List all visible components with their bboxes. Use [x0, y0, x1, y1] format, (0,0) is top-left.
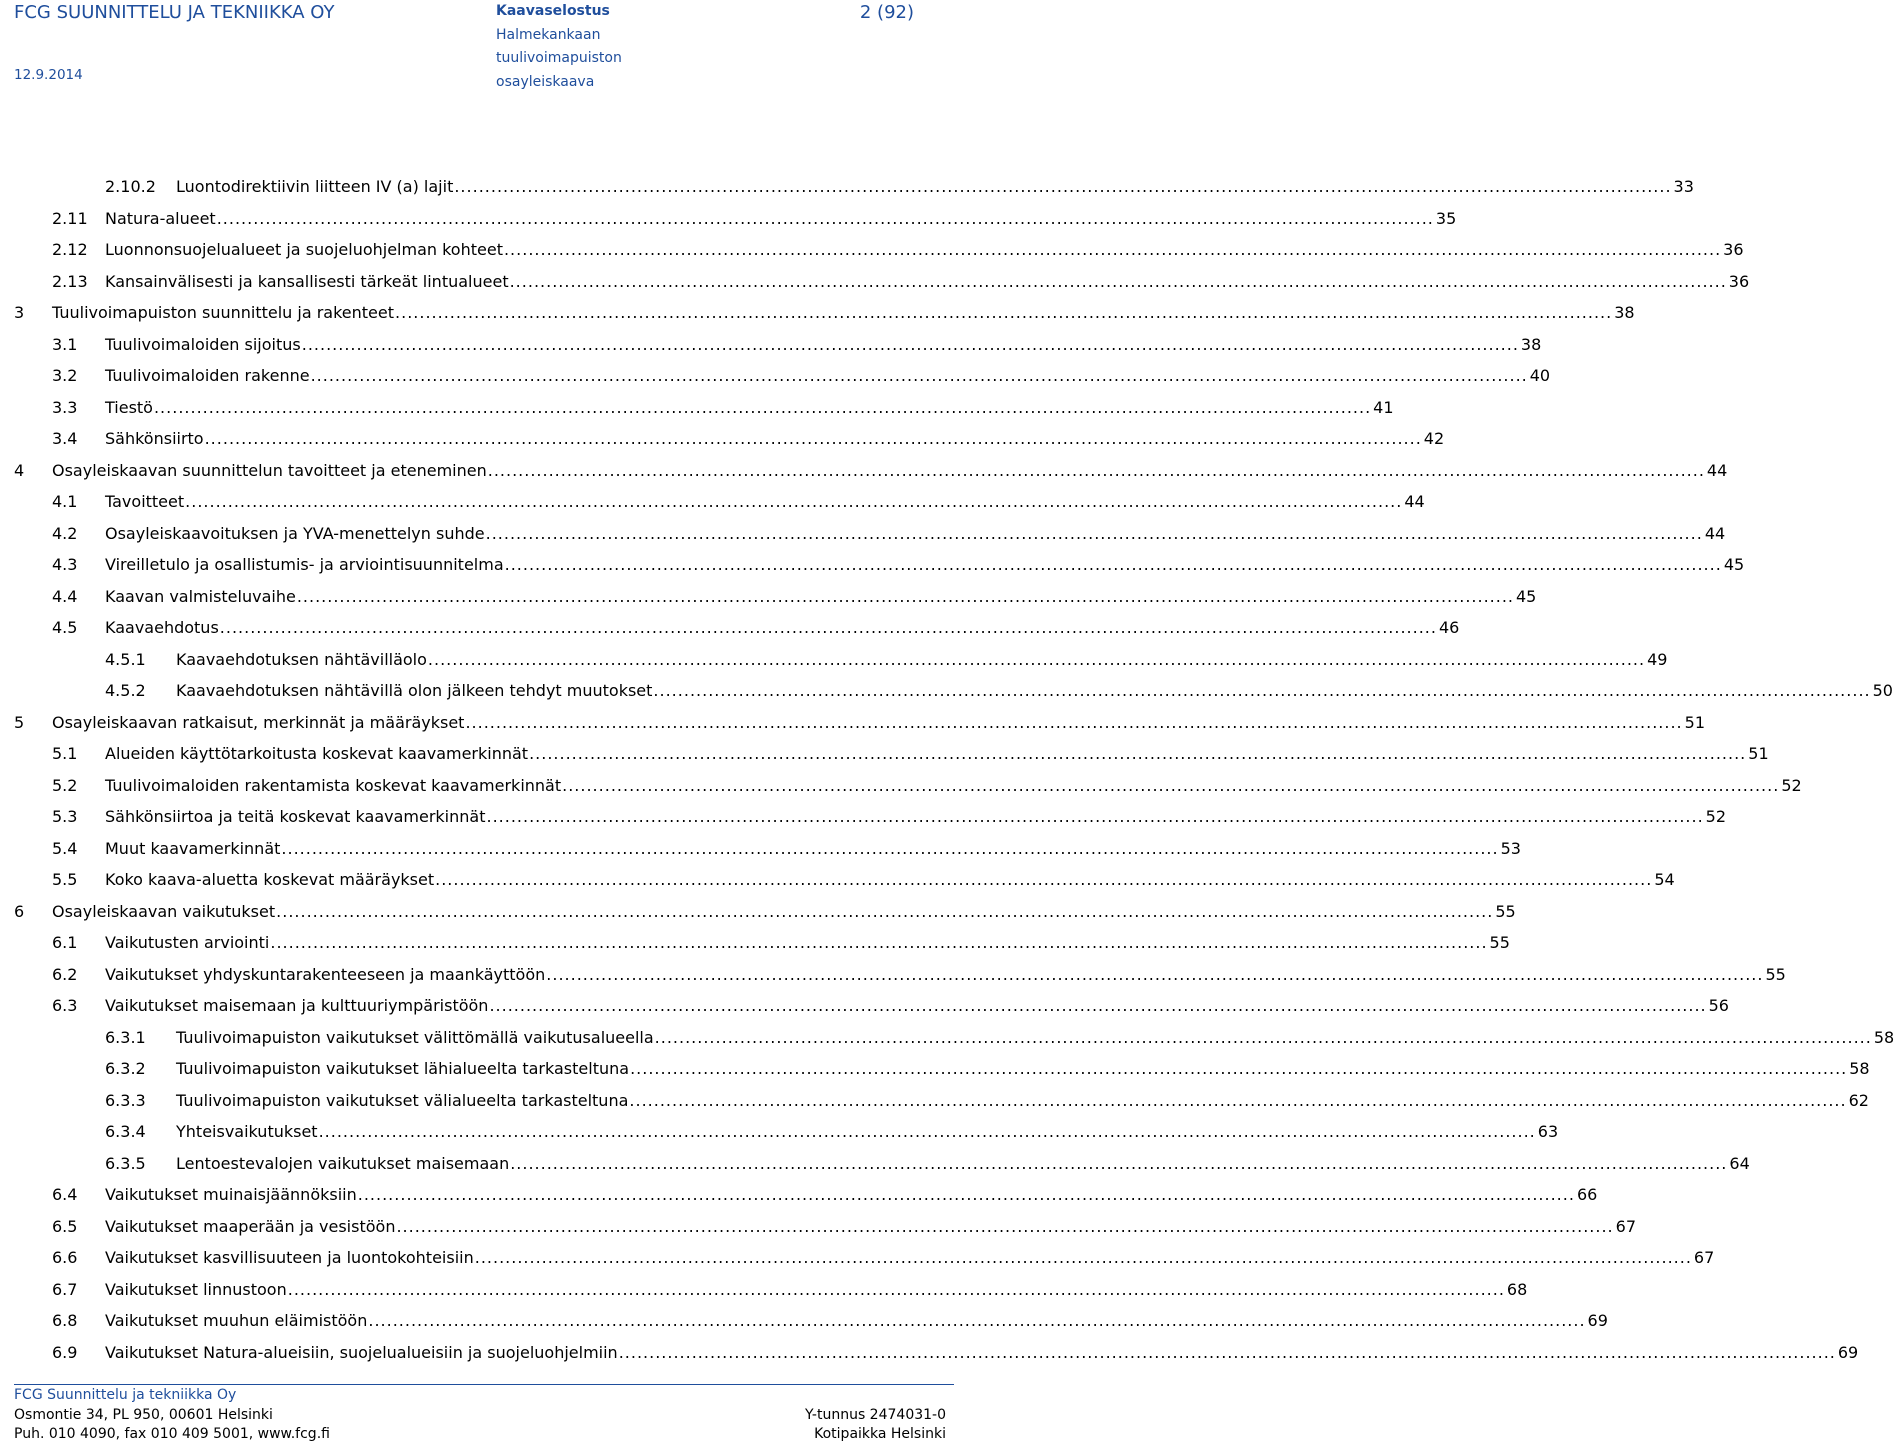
toc-entry[interactable]	[52, 834, 1521, 864]
header-company: FCG SUUNNITTELU JA TEKNIIKKA OY	[14, 2, 335, 23]
toc-entry-page: 36	[1723, 240, 1744, 259]
toc-entry-title: Luonnonsuojelualueet ja suojeluohjelman kohteet	[105, 240, 503, 259]
toc-entry-page: 36	[1728, 271, 1750, 291]
toc-entry-page: 38	[1614, 303, 1635, 322]
toc-dot-leader: ........................................................................................................................................................................................................	[630, 1059, 1848, 1078]
toc-dot-leader: ........................................................................................................................................................................................................	[270, 933, 1488, 952]
toc-entry-page: 42	[1423, 429, 1445, 448]
toc-entry-title: Vaikutukset maisemaan ja kulttuuriympäristöön	[105, 996, 489, 1015]
toc-entry-number: 2.12	[52, 240, 88, 259]
toc-entry-title: Tuulivoimapuiston vaikutukset välialueelta tarkasteltuna	[176, 1090, 629, 1110]
toc-entry-title: Tavoitteet	[105, 492, 185, 511]
toc-entry-page: 44	[1704, 523, 1726, 543]
toc-entry[interactable]	[52, 1180, 1598, 1210]
toc-entry[interactable]	[105, 1054, 1870, 1084]
toc-entry-number: 5.1	[52, 744, 78, 763]
toc-entry-title: Kaavaehdotuksen nähtävilläolo	[176, 649, 427, 669]
toc-dot-leader: ........................................................................................................................................................................................................	[395, 303, 1613, 322]
toc-entry-number: 3	[14, 303, 25, 322]
toc-dot-leader: ........................................................................................................................................................................................................	[281, 838, 1499, 858]
toc-dot-leader: ........................................................................................................................................................................................................	[654, 1027, 1872, 1047]
toc-entry[interactable]	[52, 235, 1744, 265]
toc-entry-page: 40	[1529, 366, 1551, 385]
toc-entry-number: 5.4	[52, 838, 78, 858]
toc-entry-title: Muut kaavamerkinnät	[105, 838, 281, 858]
toc-entry-page: 63	[1537, 1122, 1559, 1141]
toc-entry-title: Lentoestevalojen vaikutukset maisemaan	[176, 1153, 510, 1173]
toc-entry[interactable]	[52, 393, 1394, 423]
toc-entry-number: 6.3.2	[105, 1059, 146, 1078]
toc-entry-title: Kaavaehdotuksen nähtävillä olon jälkeen tehdyt muutokset	[176, 681, 653, 700]
toc-entry-number: 2.11	[52, 208, 88, 228]
toc-entry[interactable]	[52, 1275, 1528, 1305]
toc-entry-number: 4.2	[52, 523, 78, 543]
toc-dot-leader: ........................................................................................................................................................................................................	[562, 775, 1780, 795]
toc-entry[interactable]	[14, 298, 1635, 328]
toc-entry-title: Sähkönsiirto	[105, 429, 204, 448]
toc-entry[interactable]	[105, 1149, 1750, 1179]
toc-entry-title: Osayleiskaavoituksen ja YVA-menettelyn suhde	[105, 523, 485, 543]
toc-entry-page: 67	[1693, 1248, 1715, 1267]
toc-entry[interactable]	[52, 928, 1510, 958]
toc-entry-number: 6.3	[52, 996, 78, 1015]
toc-dot-leader: ........................................................................................................................................................................................................	[153, 397, 1372, 417]
toc-entry[interactable]	[52, 771, 1802, 801]
toc-entry[interactable]	[105, 1023, 1894, 1053]
toc-entry[interactable]	[52, 1243, 1715, 1273]
toc-entry-number: 2.10.2	[105, 177, 156, 196]
toc-entry-page: 66	[1576, 1185, 1598, 1204]
toc-entry-page: 54	[1654, 870, 1675, 889]
toc-entry-title: Vaikutukset kasvillisuuteen ja luontokohteisiin	[105, 1248, 474, 1267]
toc-dot-leader: ........................................................................................................................................................................................................	[296, 586, 1514, 606]
toc-dot-leader: ........................................................................................................................................................................................................	[454, 177, 1672, 196]
toc-entry[interactable]	[52, 802, 1727, 832]
toc-entry[interactable]	[52, 865, 1675, 895]
toc-dot-leader: ........................................................................................................................................................................................................	[618, 1342, 1836, 1362]
toc-entry[interactable]	[105, 172, 1694, 202]
toc-dot-leader: ........................................................................................................................................................................................................	[509, 271, 1727, 291]
toc-entry[interactable]	[52, 1212, 1636, 1242]
toc-dot-leader: ........................................................................................................................................................................................................	[368, 1311, 1586, 1330]
toc-entry[interactable]	[105, 1086, 1869, 1116]
toc-dot-leader: ........................................................................................................................................................................................................	[287, 1279, 1505, 1299]
toc-entry-number: 4.4	[52, 586, 78, 606]
toc-entry-page: 69	[1837, 1342, 1859, 1362]
toc-entry-number: 6.3.1	[105, 1027, 146, 1047]
toc-entry-page: 44	[1404, 492, 1425, 511]
toc-entry-page: 52	[1781, 775, 1802, 795]
toc-entry-number: 3.1	[52, 334, 78, 354]
toc-dot-leader: ........................................................................................................................................................................................................	[216, 208, 1434, 228]
toc-entry-title: Vireilletulo ja osallistumis- ja arviointisuunnitelma	[105, 555, 504, 574]
toc-dot-leader: ........................................................................................................................................................................................................	[629, 1090, 1847, 1110]
toc-dot-leader: ........................................................................................................................................................................................................	[546, 964, 1764, 984]
toc-entry-number: 6.1	[52, 933, 78, 952]
footer-address: Osmontie 34, PL 950, 00601 Helsinki	[14, 1407, 273, 1423]
toc-entry-page: 55	[1489, 933, 1510, 952]
toc-entry[interactable]	[14, 897, 1516, 927]
toc-dot-leader: ........................................................................................................................................................................................................	[435, 870, 1653, 889]
toc-entry[interactable]	[105, 676, 1893, 706]
toc-dot-leader: ........................................................................................................................................................................................................	[653, 681, 1871, 700]
toc-dot-leader: ........................................................................................................................................................................................................	[485, 523, 1703, 543]
toc-dot-leader: ........................................................................................................................................................................................................	[301, 334, 1519, 354]
toc-dot-leader: ........................................................................................................................................................................................................	[185, 492, 1403, 511]
toc-entry-title: Tuulivoimaloiden sijoitus	[105, 334, 301, 354]
toc-entry-page: 55	[1765, 964, 1786, 984]
toc-entry[interactable]	[52, 361, 1551, 391]
toc-dot-leader: ........................................................................................................................................................................................................	[489, 996, 1707, 1015]
toc-entry[interactable]	[52, 204, 1457, 234]
toc-dot-leader: ........................................................................................................................................................................................................	[310, 366, 1528, 385]
toc-entry-title: Luontodirektiivin liitteen IV (a) lajit	[176, 177, 454, 196]
toc-entry-number: 4.3	[52, 555, 78, 574]
footer-domicile: Kotipaikka Helsinki	[814, 1426, 946, 1442]
toc-entry-title: Tuulivoimapuiston suunnittelu ja rakenteet	[52, 303, 395, 322]
toc-entry[interactable]	[105, 1117, 1559, 1147]
toc-dot-leader: ........................................................................................................................................................................................................	[486, 807, 1704, 826]
toc-entry[interactable]	[52, 960, 1786, 990]
toc-entry-page: 51	[1748, 744, 1769, 763]
footer-contact: Puh. 010 4090, fax 010 409 5001, www.fcg.fi	[14, 1426, 330, 1442]
toc-dot-leader: ........................................................................................................................................................................................................	[510, 1153, 1728, 1173]
toc-entry[interactable]	[52, 550, 1745, 580]
toc-dot-leader: ........................................................................................................................................................................................................	[487, 460, 1705, 480]
toc-entry-number: 5.2	[52, 775, 78, 795]
footer-company: FCG Suunnittelu ja tekniikka Oy	[14, 1387, 237, 1403]
toc-entry-title: Tiestö	[105, 397, 153, 417]
toc-entry-page: 68	[1506, 1279, 1528, 1299]
toc-entry-page: 41	[1373, 397, 1394, 417]
toc-entry-page: 35	[1435, 208, 1457, 228]
toc-entry-title: Osayleiskaavan suunnittelun tavoitteet ja eteneminen	[52, 460, 487, 480]
toc-entry-title: Yhteisvaikutukset	[176, 1122, 318, 1141]
toc-entry-number: 6.8	[52, 1311, 78, 1330]
toc-entry[interactable]	[52, 424, 1445, 454]
toc-entry-title: Tuulivoimapuiston vaikutukset lähialueelta tarkasteltuna	[176, 1059, 630, 1078]
toc-dot-leader: ........................................................................................................................................................................................................	[204, 429, 1422, 448]
toc-entry-page: 46	[1438, 618, 1460, 637]
toc-entry-title: Osayleiskaavan ratkaisut, merkinnät ja määräykset	[52, 712, 465, 732]
toc-entry[interactable]	[52, 267, 1750, 297]
toc-entry-page: 56	[1708, 996, 1729, 1015]
toc-entry-number: 6.6	[52, 1248, 78, 1267]
toc-entry-number: 6.3.4	[105, 1122, 146, 1141]
header-doc-title-3: osayleiskaava	[496, 73, 595, 90]
toc-entry-title: Vaikutukset maaperään ja vesistöön	[105, 1216, 396, 1236]
toc-entry[interactable]	[52, 613, 1460, 643]
toc-entry[interactable]	[52, 330, 1542, 360]
toc-entry-page: 69	[1587, 1311, 1608, 1330]
toc-entry-title: Vaikutukset linnustoon	[105, 1279, 287, 1299]
toc-entry-title: Vaikutukset yhdyskuntarakenteeseen ja maankäyttöön	[105, 964, 546, 984]
toc-entry-number: 4.5.1	[105, 649, 146, 669]
toc-dot-leader: ........................................................................................................................................................................................................	[474, 1248, 1692, 1267]
toc-entry-page: 49	[1647, 649, 1668, 669]
toc-entry[interactable]	[52, 739, 1769, 769]
toc-dot-leader: ........................................................................................................................................................................................................	[529, 744, 1747, 763]
toc-entry-number: 3.4	[52, 429, 78, 448]
toc-entry-page: 45	[1723, 555, 1745, 574]
toc-entry-number: 6	[14, 901, 25, 921]
toc-entry-number: 4.5	[52, 618, 78, 637]
toc-entry-title: Vaikutukset muinaisjäännöksiin	[105, 1185, 357, 1204]
toc-entry-number: 5	[14, 712, 25, 732]
toc-entry-page: 44	[1706, 460, 1728, 480]
toc-entry[interactable]	[52, 1306, 1608, 1336]
toc-entry-page: 45	[1516, 586, 1537, 606]
toc-entry[interactable]	[14, 708, 1705, 738]
toc-entry-number: 6.3.3	[105, 1090, 146, 1110]
toc-entry-page: 33	[1673, 177, 1694, 196]
header-date: 12.9.2014	[14, 67, 83, 83]
toc-entry-number: 3.3	[52, 397, 78, 417]
toc-entry-page: 62	[1848, 1090, 1869, 1110]
toc-entry-page: 38	[1520, 334, 1542, 354]
toc-entry-number: 6.7	[52, 1279, 78, 1299]
toc-entry-page: 64	[1729, 1153, 1750, 1173]
toc-entry-title: Kaavaehdotus	[105, 618, 219, 637]
header-doc-title-1: Halmekankaan	[496, 26, 601, 43]
toc-entry-title: Kansainvälisesti ja kansallisesti tärkeät lintualueet	[105, 271, 509, 291]
header-doc-type: Kaavaselostus	[496, 3, 610, 19]
toc-entry[interactable]	[105, 645, 1668, 675]
toc-entry-title: Vaikutukset muuhun eläimistöön	[105, 1311, 368, 1330]
toc-dot-leader: ........................................................................................................................................................................................................	[276, 901, 1494, 921]
toc-entry-number: 5.3	[52, 807, 78, 826]
toc-entry-number: 4	[14, 460, 25, 480]
toc-dot-leader: ........................................................................................................................................................................................................	[357, 1185, 1575, 1204]
toc-entry-title: Osayleiskaavan vaikutukset	[52, 901, 276, 921]
toc-entry-page: 50	[1872, 681, 1893, 700]
header-page-number: 2 (92)	[859, 2, 914, 23]
toc-entry-title: Sähkönsiirtoa ja teitä koskevat kaavamerkinnät	[105, 807, 486, 826]
footer-business-id: Y-tunnus 2474031-0	[805, 1407, 946, 1423]
toc-entry-title: Tuulivoimapuiston vaikutukset välittömällä vaikutusalueella	[176, 1027, 654, 1047]
toc-entry-page: 55	[1495, 901, 1516, 921]
toc-dot-leader: ........................................................................................................................................................................................................	[318, 1122, 1536, 1141]
toc-entry-page: 67	[1615, 1216, 1636, 1236]
toc-entry-page: 58	[1849, 1059, 1870, 1078]
toc-dot-leader: ........................................................................................................................................................................................................	[427, 649, 1646, 669]
toc-dot-leader: ........................................................................................................................................................................................................	[504, 555, 1722, 574]
toc-entry-number: 5.5	[52, 870, 78, 889]
toc-entry[interactable]	[14, 456, 1728, 486]
toc-entry-number: 6.3.5	[105, 1153, 146, 1173]
toc-entry-title: Alueiden käyttötarkoitusta koskevat kaavamerkinnät	[105, 744, 529, 763]
toc-dot-leader: ........................................................................................................................................................................................................	[396, 1216, 1614, 1236]
header-doc-title-2: tuulivoimapuiston	[496, 50, 622, 66]
toc-dot-leader: ........................................................................................................................................................................................................	[503, 240, 1722, 259]
toc-entry-title: Tuulivoimaloiden rakentamista koskevat kaavamerkinnät	[105, 775, 562, 795]
toc-entry-page: 52	[1705, 807, 1727, 826]
toc-dot-leader: ........................................................................................................................................................................................................	[219, 618, 1437, 637]
toc-entry[interactable]	[52, 991, 1729, 1021]
toc-entry-title: Koko kaava-aluetta koskevat määräykset	[105, 870, 435, 889]
toc-entry-title: Natura-alueet	[105, 208, 216, 228]
toc-entry-number: 4.5.2	[105, 681, 146, 700]
toc-entry-number: 2.13	[52, 271, 88, 291]
toc-entry-page: 53	[1500, 838, 1521, 858]
toc-entry-number: 3.2	[52, 366, 78, 385]
toc-entry-page: 58	[1873, 1027, 1894, 1047]
toc-entry-number: 6.4	[52, 1185, 78, 1204]
toc-entry[interactable]	[52, 487, 1425, 517]
toc-entry-title: Tuulivoimaloiden rakenne	[105, 366, 310, 385]
header-document	[496, 0, 622, 94]
toc-entry-title: Vaikutusten arviointi	[105, 933, 270, 952]
toc-entry-number: 6.9	[52, 1342, 78, 1362]
toc-entry-number: 4.1	[52, 492, 78, 511]
toc-entry-title: Vaikutukset Natura-alueisiin, suojelualueisiin ja suojeluohjelmiin	[105, 1342, 618, 1362]
toc-entry-number: 6.5	[52, 1216, 78, 1236]
toc-entry-page: 51	[1684, 712, 1705, 732]
toc-entry[interactable]	[52, 582, 1537, 612]
toc-entry[interactable]	[52, 519, 1726, 549]
toc-entry[interactable]	[52, 1338, 1859, 1368]
toc-entry-title: Kaavan valmisteluvaihe	[105, 586, 296, 606]
toc-dot-leader: ........................................................................................................................................................................................................	[465, 712, 1683, 732]
toc-entry-number: 6.2	[52, 964, 78, 984]
